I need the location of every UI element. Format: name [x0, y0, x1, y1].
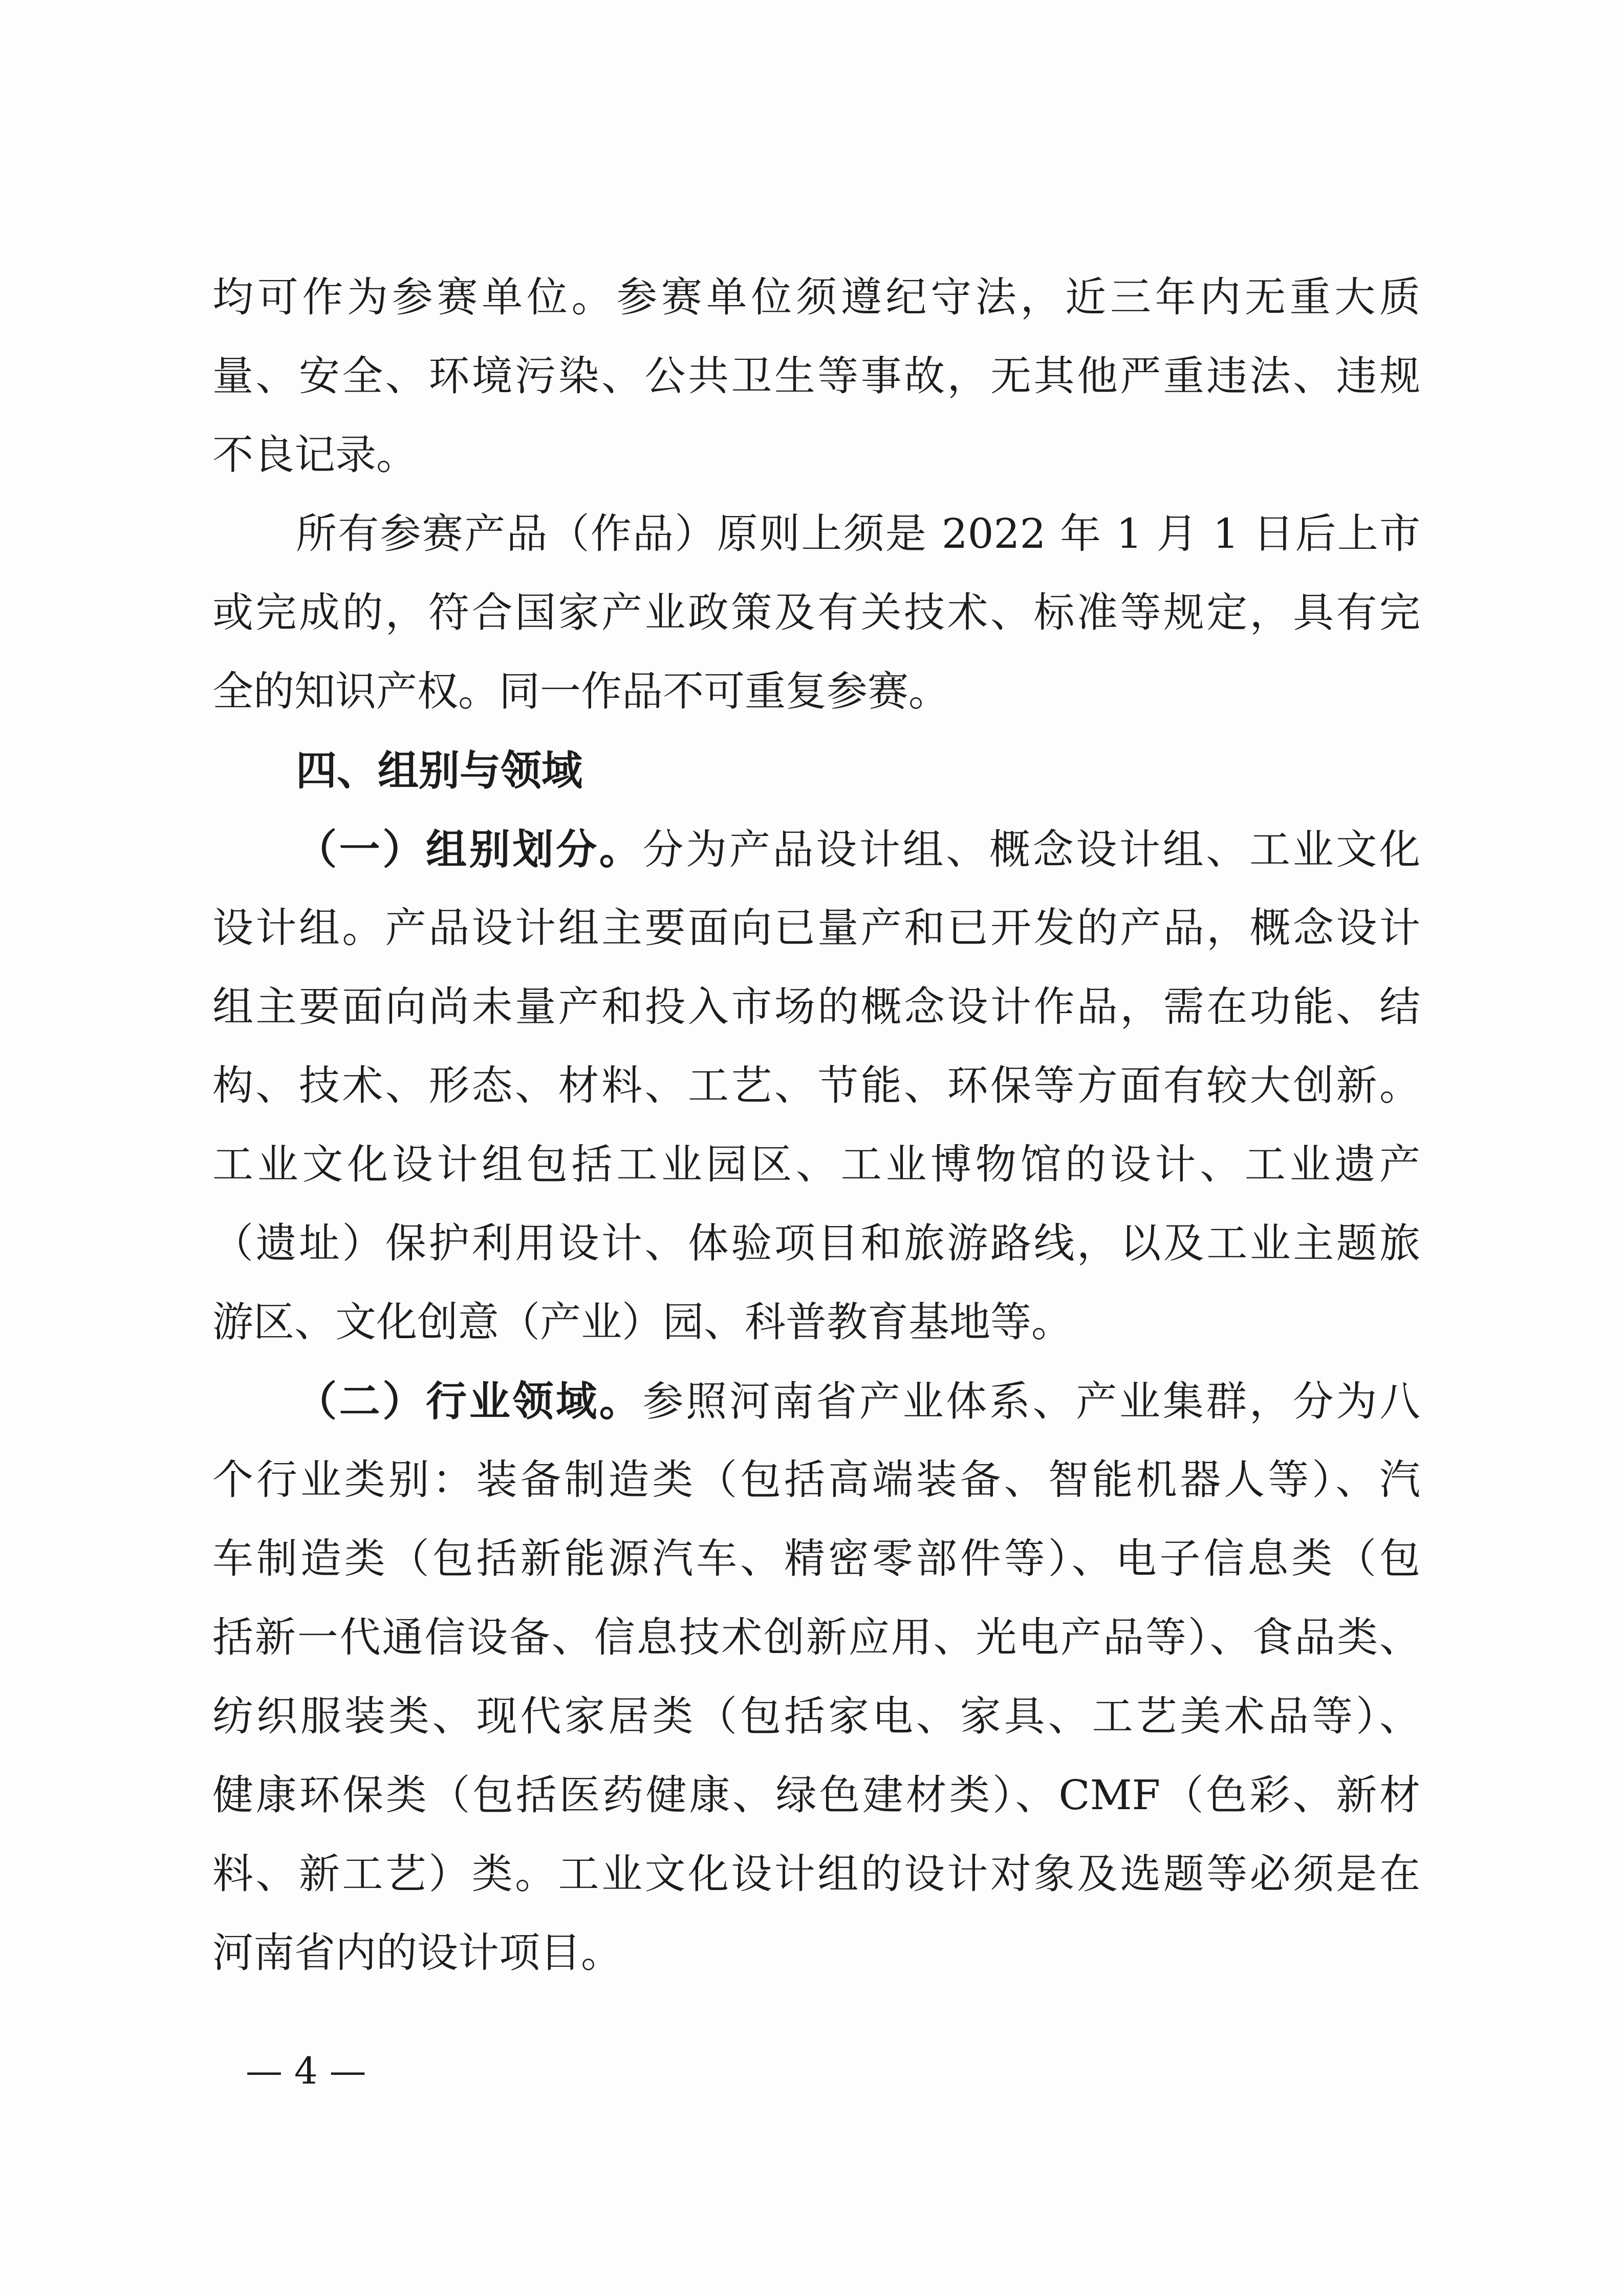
body-line-21: 河南省内的设计项目。 — [212, 1929, 622, 1977]
body-line-10: 构、技术、形态、材料、工艺、节能、环保等方面有较大创新。 — [212, 1062, 1420, 1109]
body-line-11: 工业文化设计组包括工业园区、工业博物馆的设计、工业遗产 — [212, 1141, 1420, 1188]
section-heading: 四、组别与领域 — [296, 746, 582, 795]
body-line-3: 不良记录。 — [212, 431, 417, 479]
body-line-8: 设计组。产品设计组主要面向已量产和已开发的产品，概念设计 — [212, 904, 1420, 952]
body-line-4: 所有参赛产品（作品）原则上须是 2022 年 1 月 1 日后上市 — [296, 510, 1420, 557]
body-line-6: 全的知识产权。同一作品不可重复参赛。 — [212, 668, 949, 715]
section2-label: （二）行业领域。 — [296, 1377, 643, 1425]
section1-first-line — [296, 819, 1420, 880]
body-line-13: 游区、文化创意（产业）园、科普教育基地等。 — [212, 1298, 1072, 1346]
section2-first-line — [296, 1370, 1420, 1432]
body-line-2: 量、安全、环境污染、公共卫生等事故，无其他严重违法、违规 — [212, 352, 1420, 400]
body-line-12: （遗址）保护利用设计、体验项目和旅游路线，以及工业主题旅 — [212, 1219, 1420, 1267]
section1-label: （一）组别划分。 — [296, 825, 643, 873]
body-line-19: 健康环保类（包括医药健康、绿色建材类）、CMF（色彩、新材 — [212, 1771, 1420, 1819]
body-line-20: 料、新工艺）类。工业文化设计组的设计对象及选题等必须是在 — [212, 1850, 1420, 1898]
body-line-5: 或完成的，符合国家产业政策及有关技术、标准等规定，具有完 — [212, 589, 1420, 636]
page-number: — 4 — — [246, 2049, 366, 2092]
body-line-16: 车制造类（包括新能源汽车、精密零部件等）、电子信息类（包 — [212, 1535, 1420, 1582]
section1-text: 分为产品设计组、概念设计组、工业文化 — [642, 826, 1420, 873]
body-line-17: 括新一代通信设备、信息技术创新应用、光电产品等）、食品类、 — [212, 1614, 1420, 1661]
body-line-9: 组主要面向尚未量产和投入市场的概念设计作品，需在功能、结 — [212, 983, 1420, 1031]
body-line-15: 个行业类别：装备制造类（包括高端装备、智能机器人等）、汽 — [212, 1456, 1420, 1504]
body-line-1: 均可作为参赛单位。参赛单位须遵纪守法，近三年内无重大质 — [212, 273, 1420, 321]
section2-text: 参照河南省产业体系、产业集群，分为八 — [642, 1378, 1420, 1425]
body-line-18: 纺织服装类、现代家居类（包括家电、家具、工艺美术品等）、 — [212, 1692, 1420, 1740]
